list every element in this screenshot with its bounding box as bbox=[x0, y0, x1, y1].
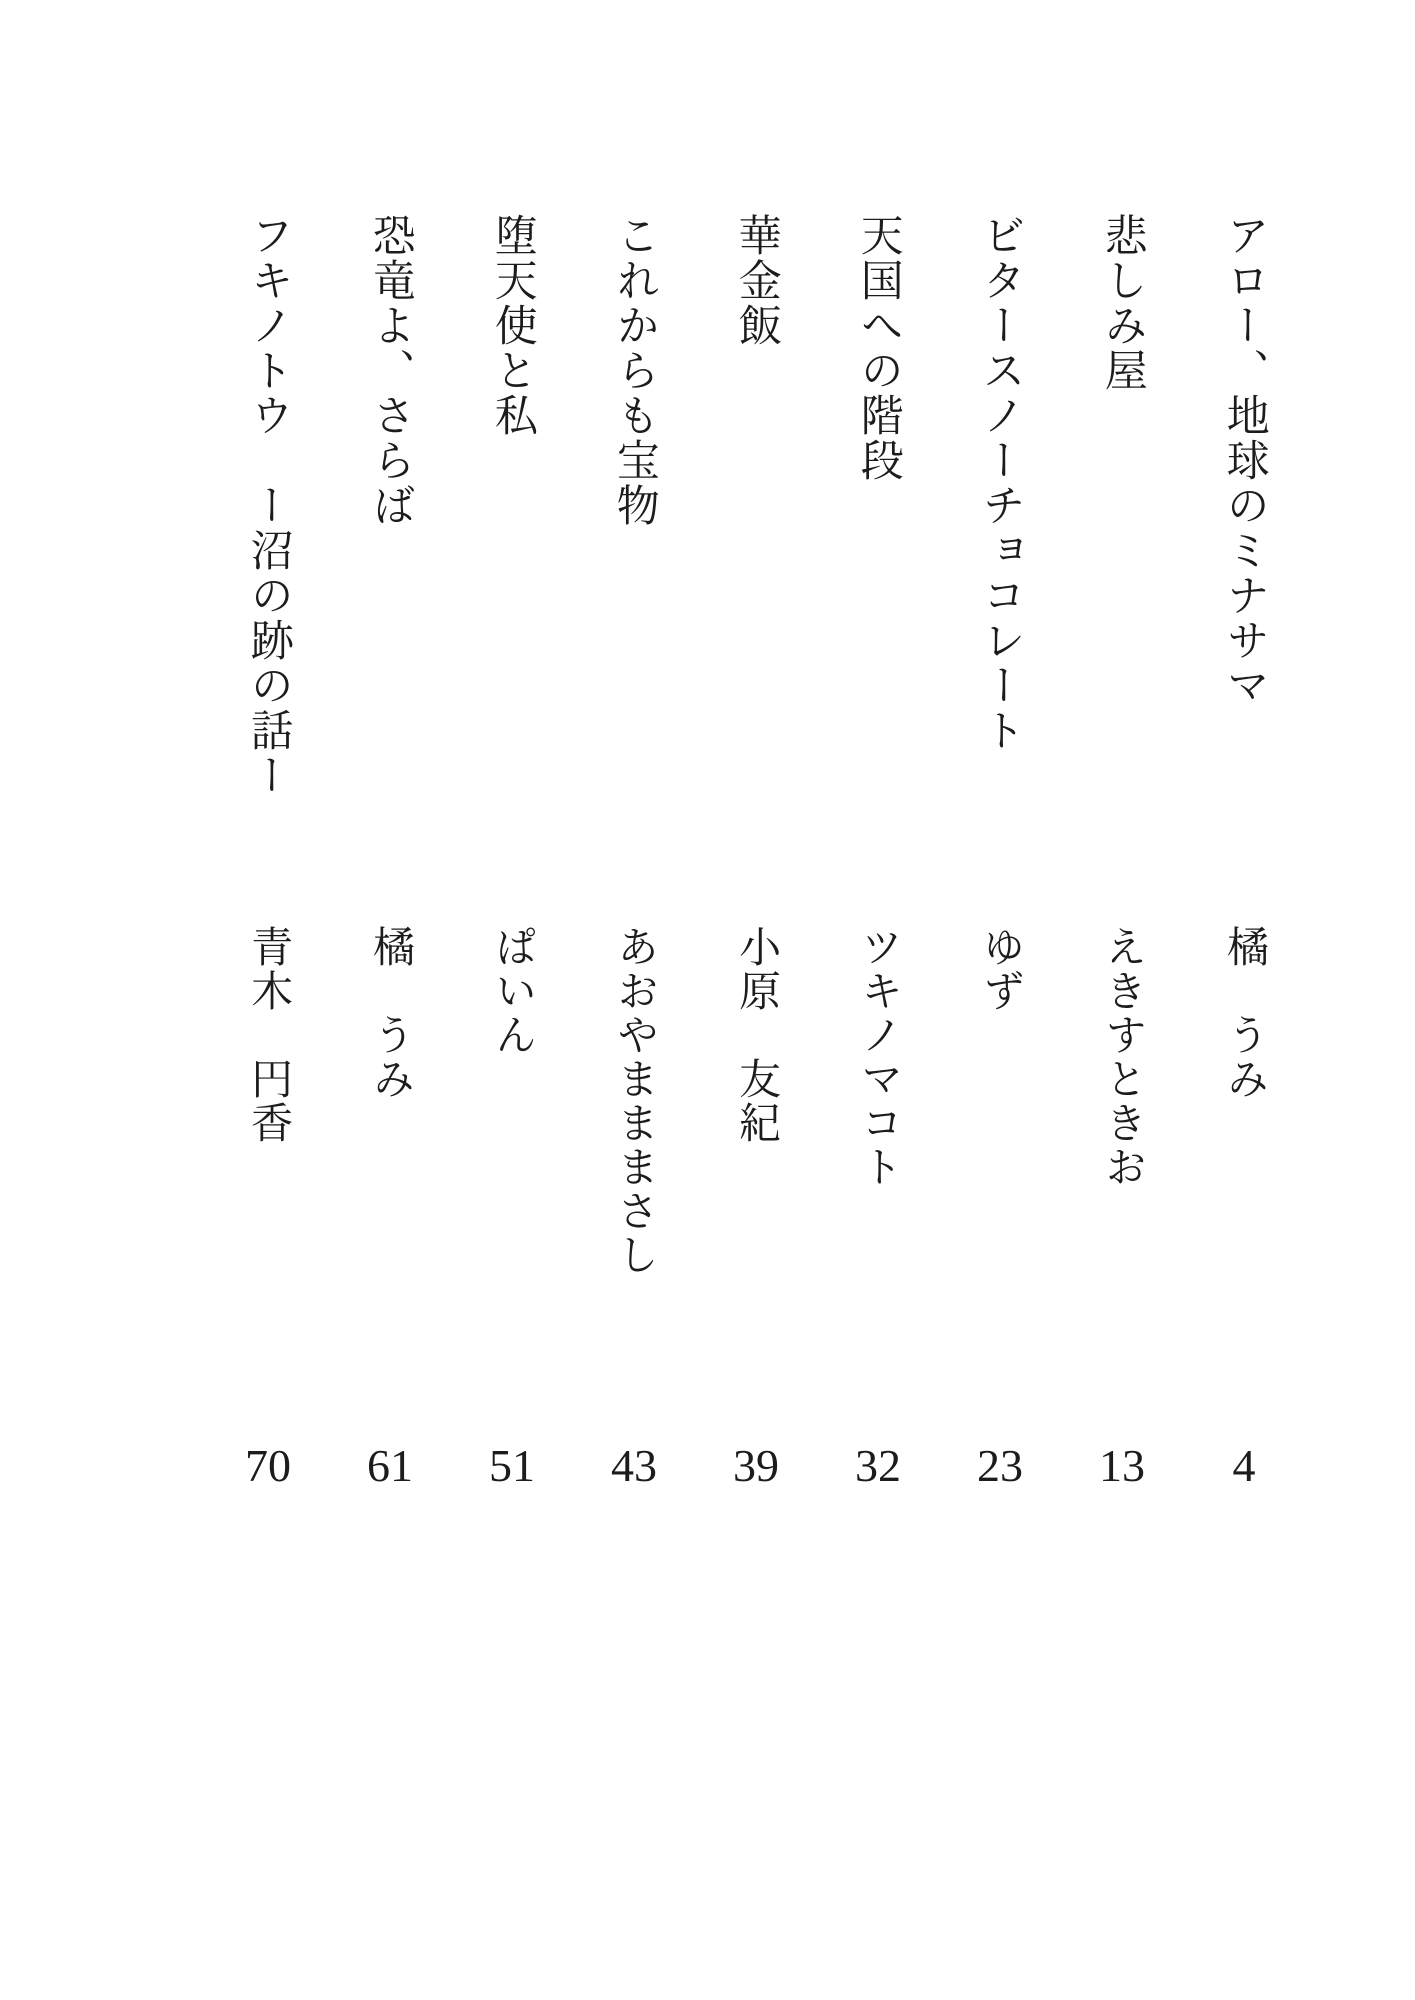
story-title: 堕天使と私 bbox=[488, 213, 536, 438]
story-title: 華金飯 bbox=[732, 213, 780, 348]
story-page-number: 70 bbox=[245, 1440, 291, 1491]
story-page-number: 32 bbox=[855, 1440, 901, 1491]
story-author: あおやまままさし bbox=[611, 925, 658, 1277]
story-author: 橘 うみ bbox=[1221, 925, 1268, 1101]
story-page-number: 51 bbox=[489, 1440, 535, 1491]
toc-entry bbox=[451, 0, 573, 2000]
story-page-number: 61 bbox=[367, 1440, 413, 1491]
toc-entry bbox=[1183, 0, 1305, 2000]
story-author: 橘 うみ bbox=[367, 925, 414, 1101]
story-title: 恐竜よ、さらば bbox=[366, 213, 414, 528]
toc-entry bbox=[695, 0, 817, 2000]
story-title: 天国への階段 bbox=[854, 213, 902, 483]
story-author: 青木 円香 bbox=[245, 925, 292, 1145]
story-author: ぱいん bbox=[489, 925, 536, 1057]
story-title: フキノトウ ー沼の跡の話ー bbox=[244, 213, 292, 798]
story-author: ツキノマコト bbox=[855, 925, 902, 1189]
story-title: これからも宝物 bbox=[610, 213, 658, 528]
story-title: アロー、地球のミナサマ bbox=[1220, 213, 1268, 708]
story-page-number: 43 bbox=[611, 1440, 657, 1491]
story-author: 小原 友紀 bbox=[733, 925, 780, 1145]
story-author: ゆず bbox=[977, 925, 1024, 1013]
toc-entry bbox=[939, 0, 1061, 2000]
toc-entry bbox=[573, 0, 695, 2000]
toc-entry bbox=[329, 0, 451, 2000]
story-title: 悲しみ屋 bbox=[1098, 213, 1146, 393]
story-page-number: 13 bbox=[1099, 1440, 1145, 1491]
toc-entry bbox=[817, 0, 939, 2000]
story-author: えきすときお bbox=[1099, 925, 1146, 1189]
toc-entry bbox=[207, 0, 329, 2000]
story-title: ビタースノーチョコレート bbox=[976, 213, 1024, 753]
toc-entry bbox=[1061, 0, 1183, 2000]
story-page-number: 4 bbox=[1232, 1440, 1256, 1491]
story-page-number: 39 bbox=[733, 1440, 779, 1491]
story-page-number: 23 bbox=[977, 1440, 1023, 1491]
